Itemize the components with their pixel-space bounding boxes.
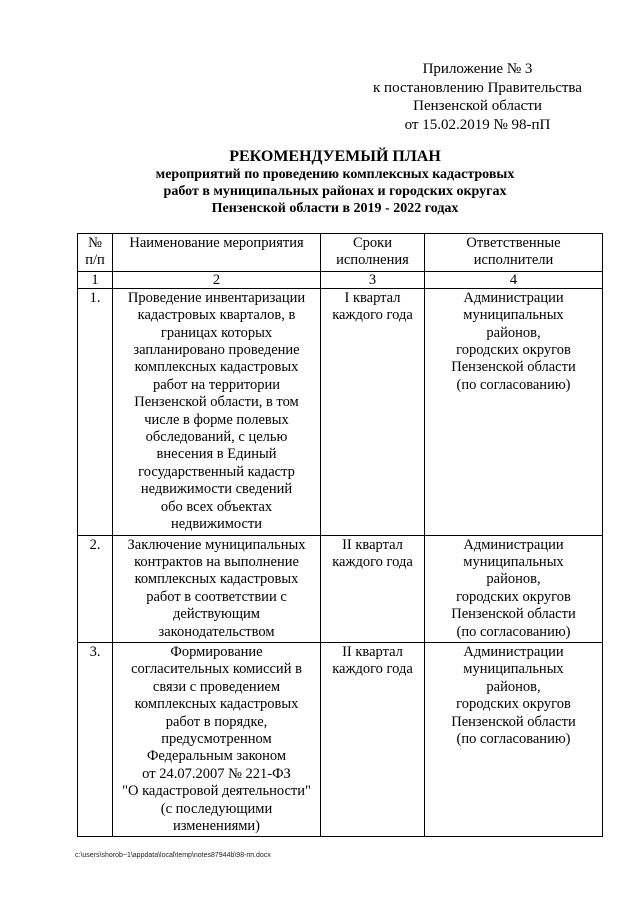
- header-cell-deadline: Сроки исполнения: [321, 234, 425, 272]
- activity-name: Формирование согласительных комиссий в связи с проведением комплексных кадастровых работ в порядке, предусмотренном Федеральным законом от 24.07.2007 № 221-ФЗ "О кадастровой деятельности" (с последующими изменениями): [113, 642, 321, 836]
- responsible: Администрации муниципальных районов, городских округов Пензенской области (по согласованию): [425, 642, 603, 836]
- table-header-row: [78, 234, 603, 272]
- table-row: [78, 288, 603, 535]
- header-cell-name: Наименование мероприятия: [113, 234, 321, 272]
- deadline: I квартал каждого года: [321, 288, 425, 535]
- file-path-footer: c:\users\shorob~1\appdata\local\temp\notes87944b\98-пп.docx: [75, 852, 271, 859]
- deadline: II квартал каждого года: [321, 535, 425, 642]
- header-cell-number: № п/п: [78, 234, 113, 272]
- plan-table: [77, 233, 603, 837]
- responsible: Администрации муниципальных районов, городских округов Пензенской области (по согласованию): [425, 535, 603, 642]
- activity-name: Заключение муниципальных контрактов на выполнение комплексных кадастровых работ в соответствии с действующим законодательством: [113, 535, 321, 642]
- appendix-line: Приложение № 3: [422, 61, 533, 77]
- responsible: Администрации муниципальных районов, городских округов Пензенской области (по согласованию): [425, 288, 603, 535]
- title-sub-line: Пензенской области в 2019 - 2022 годах: [211, 201, 459, 216]
- document-title: [70, 147, 600, 217]
- row-number: 1.: [78, 288, 113, 535]
- column-number: 4: [425, 271, 603, 288]
- column-number: 2: [113, 271, 321, 288]
- title-sub-line: работ в муниципальных районах и городских округах: [163, 184, 507, 199]
- activity-name: Проведение инвентаризации кадастровых кварталов, в границах которых запланировано проведение комплексных кадастровых работ на территории Пензенской области, в том числе в форме полевых обследований, с целью внесения в Единый государственный кадастр недвижимости сведений обо всех объектах недвижимости: [113, 288, 321, 535]
- row-number: 3.: [78, 642, 113, 836]
- appendix-line: к постановлению Правительства: [373, 79, 582, 96]
- column-number: 1: [78, 271, 113, 288]
- deadline: II квартал каждого года: [321, 642, 425, 836]
- row-number: 2.: [78, 535, 113, 642]
- appendix-line: Пензенской области: [413, 98, 542, 114]
- title-sub-line: мероприятий по проведению комплексных кадастровых: [155, 167, 515, 182]
- column-number: 3: [321, 271, 425, 288]
- appendix-line: от 15.02.2019 № 98-пП: [404, 116, 551, 133]
- appendix-block: [360, 60, 595, 134]
- table-row: [78, 642, 603, 836]
- header-cell-responsible: Ответственные исполнители: [425, 234, 603, 272]
- column-number-row: [78, 271, 603, 288]
- table-row: [78, 535, 603, 642]
- title-main: РЕКОМЕНДУЕМЫЙ ПЛАН: [229, 148, 441, 165]
